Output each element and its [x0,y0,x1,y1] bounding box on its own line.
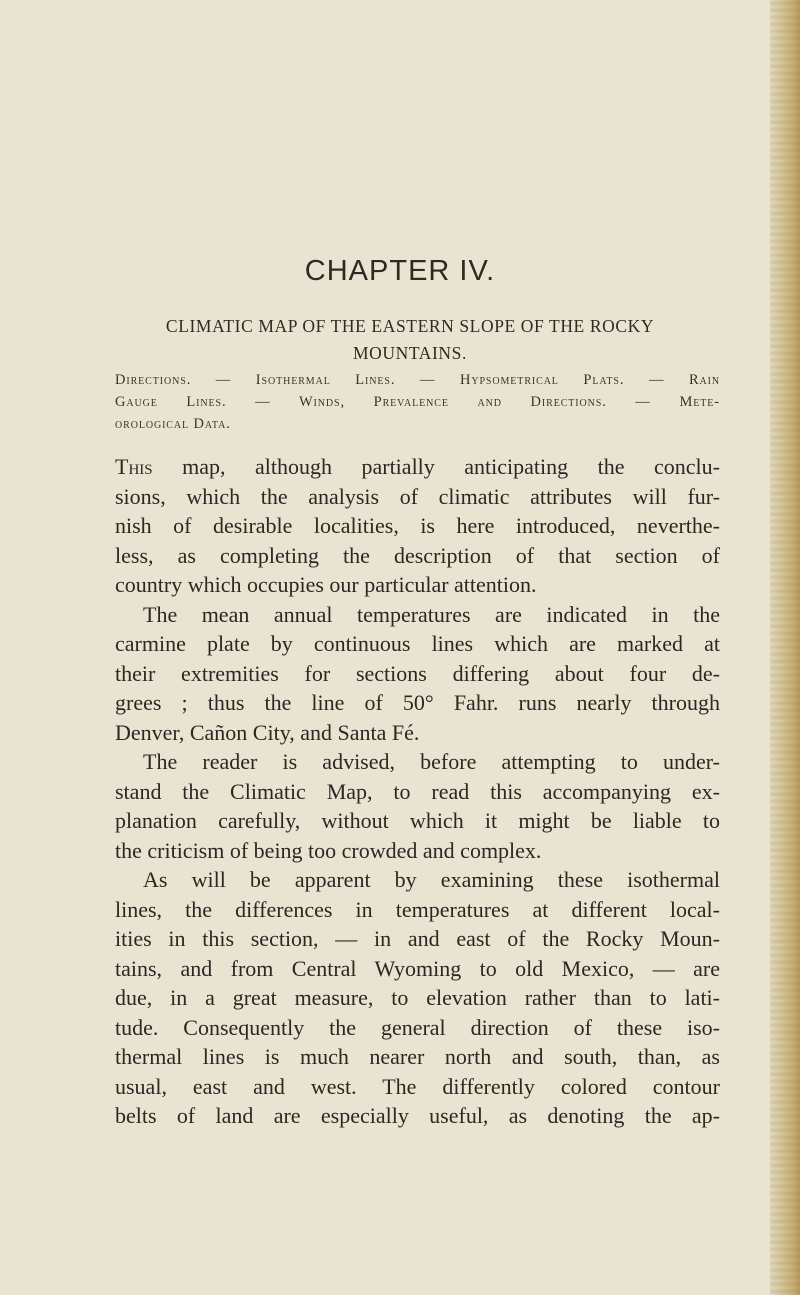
body-line: due, in a great measure, to elevation rather than to lati- [115,985,720,1010]
body-line: The mean annual temperatures are indicated in the [143,601,720,627]
chapter-heading: CHAPTER IV. [304,255,496,287]
chapter-summary [115,369,720,435]
body-line [115,452,720,482]
body-line: As will be apparent by examining these isothermal [143,867,720,892]
body-line: nish of desirable localities, is here introduced, neverthe- [115,513,720,538]
body-line: planation carefully, without which it might be liable to [115,808,720,833]
body-line: their extremities for sections differing about four de- [115,660,720,686]
body-line: thermal lines is much nearer north and south, than, as [115,1044,720,1069]
first-line-text: map, although partially anticipating the conclu- [152,454,720,479]
chapter-title [110,313,710,367]
summary-line: Directions. — Isothermal Lines. — Hypsometrical Plats. — Rain [115,372,720,388]
body-line: Denver, Cañon City, and Santa Fé. [115,719,420,745]
body-line: tains, and from Central Wyoming to old Mexico, — are [115,955,720,981]
body-line: sions, which the analysis of climatic attributes will fur- [115,483,720,509]
body-line: The reader is advised, before attempting to under- [143,749,720,774]
drop-word: This [115,454,153,479]
body-line: country which occupies our particular attention. [115,572,537,597]
body-line: carmine plate by continuous lines which are marked at [115,631,720,656]
body-line: ities in this section, — in and east of the Rocky Moun- [115,926,720,951]
page-edge [770,0,800,1295]
body-line: grees ; thus the line of 50° Fahr. runs nearly through [115,690,720,715]
body-line: belts of land are especially useful, as denoting the ap- [115,1103,720,1128]
summary-line: orological Data. [115,416,231,432]
chapter-title-line: MOUNTAINS. [353,343,467,363]
body-line: lines, the differences in temperatures at different local- [115,896,720,922]
summary-line: Gauge Lines. — Winds, Prevalence and Directions. — Mete- [115,394,720,410]
body-line: usual, east and west. The differently colored contour [115,1073,720,1099]
body-line: stand the Climatic Map, to read this accompanying ex- [115,778,720,804]
body-line: less, as completing the description of that section of [115,542,720,568]
chapter-title-line: CLIMATIC MAP OF THE EASTERN SLOPE OF THE ROCKY [165,316,655,336]
body-line: tude. Consequently the general direction of these iso- [115,1014,720,1040]
body-text [115,452,720,1131]
body-line: the criticism of being too crowded and complex. [115,837,542,863]
